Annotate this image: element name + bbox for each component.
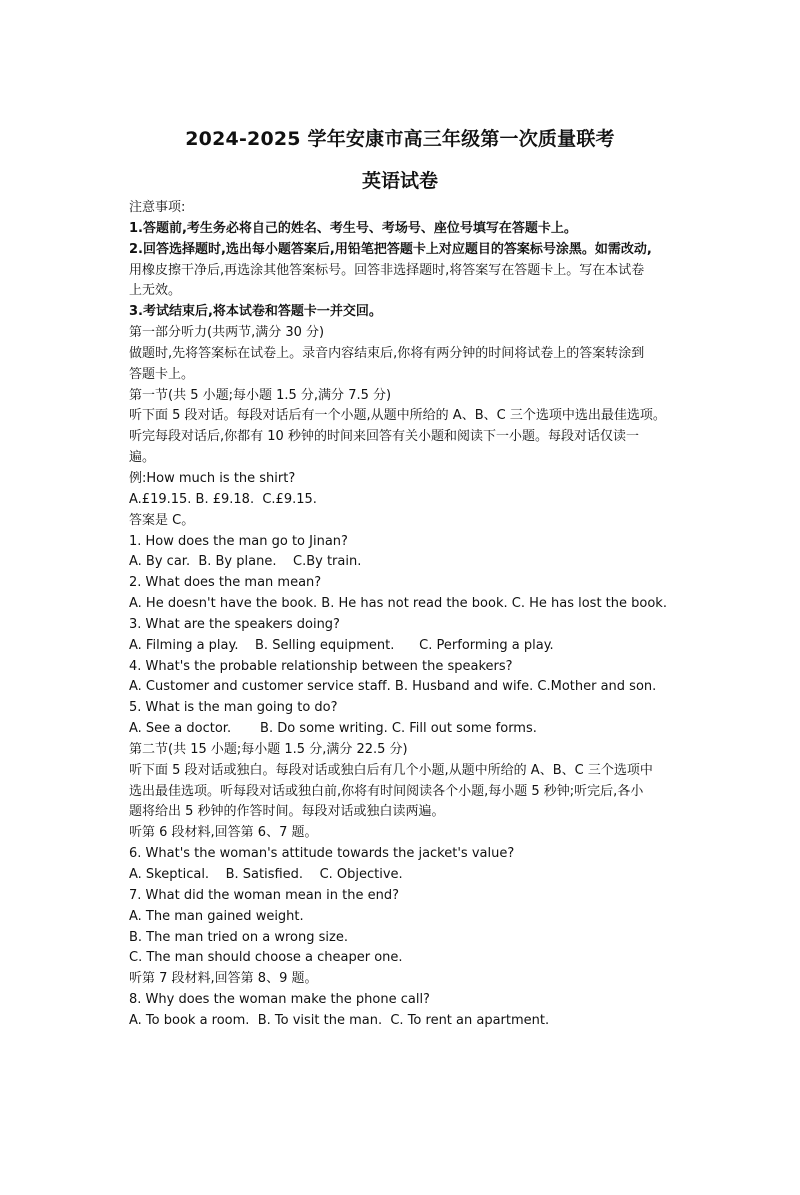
material-6-heading: 听第 6 段材料,回答第 6、7 题。 — [129, 825, 318, 841]
section1-instr-line-3: 遍。 — [129, 450, 156, 466]
question-4-options: A. Customer and customer service staff. B. Husband and wife. C.Mother and son. — [129, 679, 657, 695]
section2-instr-line-2: 选出最佳选项。听每段对话或独白前,你将有时间阅读各个小题,每小题 5 秒钟;听完后,各小 — [129, 783, 644, 799]
notice-item-1: 1.答题前,考生务必将自己的姓名、考生号、考场号、座位号填写在答题卡上。 — [129, 220, 577, 236]
exam-body — [129, 198, 699, 1032]
question-6: 6. What's the woman's attitude towards the jacket's value? — [129, 846, 515, 862]
question-2-options: A. He doesn't have the book. B. He has not read the book. C. He has lost the book. — [129, 596, 667, 612]
question-1: 1. How does the man go to Jinan? — [129, 533, 348, 549]
notice-item-2-line-2: 用橡皮擦干净后,再选涂其他答案标号。回答非选择题时,将答案写在答题卡上。写在本试卷 — [129, 262, 645, 278]
question-3-options: A. Filming a play. B. Selling equipment. C. Performing a play. — [129, 637, 554, 653]
question-6-options: A. Skeptical. B. Satisfied. C. Objective. — [129, 867, 403, 882]
page-subtitle: 英语试卷 — [361, 170, 438, 192]
notice-item-2-line-3: 上无效。 — [129, 283, 182, 299]
question-8: 8. Why does the woman make the phone call? — [129, 992, 430, 1008]
question-2: 2. What does the man mean? — [129, 575, 322, 591]
material-7-heading: 听第 7 段材料,回答第 8、9 题。 — [129, 971, 318, 987]
question-5-options: A. See a doctor. B. Do some writing. C. Fill out some forms. — [129, 721, 537, 737]
section1-instr-line-1: 听下面 5 段对话。每段对话后有一个小题,从题中所给的 A、B、C 三个选项中选出最佳选项。 — [129, 408, 666, 424]
question-8-options: A. To book a room. B. To visit the man. C. To rent an apartment. — [129, 1012, 550, 1028]
section2-heading: 第二节(共 15 小题;每小题 1.5 分,满分 22.5 分) — [129, 741, 408, 757]
example-answer: 答案是 C。 — [129, 512, 195, 528]
example-question: 例:How much is the shirt? — [129, 470, 296, 486]
section2-instr-line-1: 听下面 5 段对话或独白。每段对话或独白后有几个小题,从题中所给的 A、B、C 三个选项中 — [129, 762, 653, 778]
part1-heading: 第一部分听力(共两节,满分 30 分) — [129, 325, 325, 341]
question-3: 3. What are the speakers doing? — [129, 616, 340, 632]
section1-instr-line-2: 听完每段对话后,你都有 10 秒钟的时间来回答有关小题和阅读下一小题。每段对话仅读一 — [129, 429, 639, 445]
notice-heading: 注意事项: — [129, 200, 186, 215]
question-1-options: A. By car. B. By plane. C.By train. — [129, 554, 362, 570]
section2-instr-line-3: 题将给出 5 秒钟的作答时间。每段对话或独白读两遍。 — [129, 804, 445, 820]
part1-intro-line-1: 做题时,先将答案标在试卷上。录音内容结束后,你将有两分钟的时间将试卷上的答案转涂到 — [129, 345, 645, 361]
notice-item-3: 3.考试结束后,将本试卷和答题卡一并交回。 — [129, 304, 382, 320]
question-7-option-c: C. The man should choose a cheaper one. — [129, 950, 403, 966]
section1-heading: 第一节(共 5 小题;每小题 1.5 分,满分 7.5 分) — [129, 387, 392, 403]
notice-item-2-line-1: 2.回答选择题时,选出每小题答案后,用铅笔把答题卡上对应题目的答案标号涂黑。如需改动, — [129, 241, 652, 257]
question-4: 4. What's the probable relationship between the speakers? — [129, 658, 513, 674]
question-7: 7. What did the woman mean in the end? — [129, 887, 399, 903]
question-7-option-b: B. The man tried on a wrong size. — [129, 929, 348, 945]
page-title: 2024-2025 学年安康市高三年级第一次质量联考 — [185, 128, 615, 150]
question-5: 5. What is the man going to do? — [129, 700, 338, 716]
question-7-option-a: A. The man gained weight. — [129, 908, 304, 924]
part1-intro-line-2: 答题卡上。 — [129, 366, 195, 382]
example-options: A.£19.15. B. £9.18. C.£9.15. — [129, 491, 317, 507]
